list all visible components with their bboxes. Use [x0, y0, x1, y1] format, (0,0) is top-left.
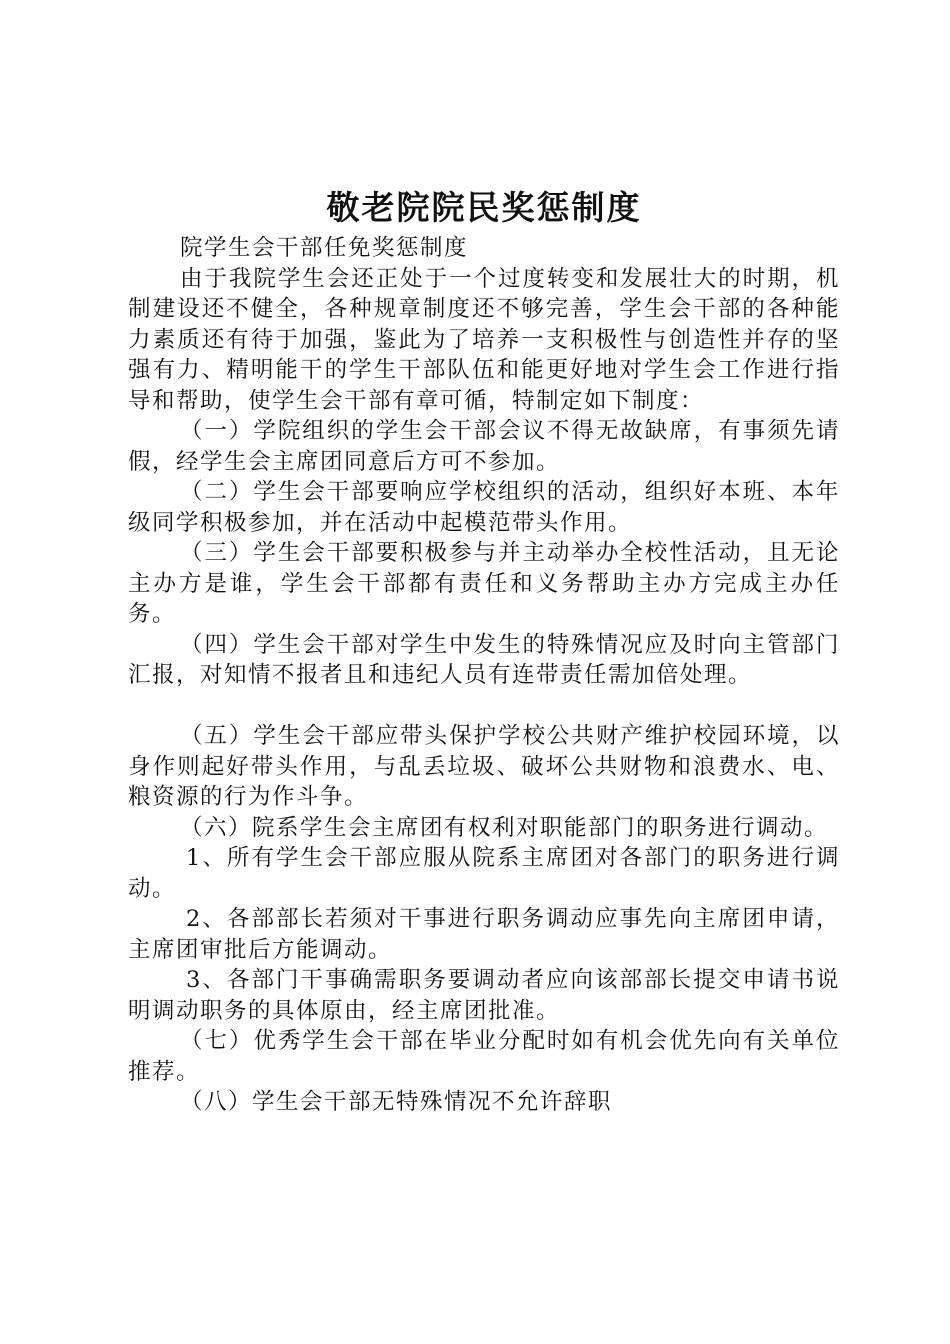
paragraph-intro: 由于我院学生会还正处于一个过度转变和发展壮大的时期，机制建设还不健全，各种规章制度还不够完善，学生会干部的各种能力素质还有待于加强，鉴此为了培养一支积极性与创造性并存的坚强有力、精明能干的学生干部队伍和能更好地对学生会工作进行指导和帮助，使学生会干部有章可循，特制定如下制度：	[128, 265, 840, 414]
paragraph-rule-7: （七）优秀学生会干部在毕业分配时如有机会优先向有关单位推荐。	[128, 1028, 840, 1085]
paragraph-spacer	[128, 691, 840, 722]
paragraph-rule-6-item-3: 3、各部门干事确需职务要调动者应向该部部长提交申请书说明调动职务的具体原由，经主席团批准。	[128, 967, 840, 1024]
paragraph-rule-8: （八）学生会干部无特殊情况不允许辞职	[180, 1089, 613, 1115]
document-body	[128, 233, 840, 1118]
paragraph-rule-6-item-1: 1、所有学生会干部应服从院系主席团对各部门的职务进行调动。	[128, 845, 840, 902]
paragraph-rule-2: （二）学生会干部要响应学校组织的活动，组织好本班、本年级同学积极参加，并在活动中起模范带头作用。	[128, 479, 840, 536]
document-subtitle: 院学生会干部任免奖惩制度	[180, 235, 469, 261]
paragraph-rule-1: （一）学院组织的学生会干部会议不得无故缺席，有事须先请假，经学生会主席团同意后方可不参加。	[128, 418, 840, 475]
paragraph-rule-4: （四）学生会干部对学生中发生的特殊情况应及时向主管部门汇报，对知情不报者且和违纪人员有连带责任需加倍处理。	[128, 631, 840, 688]
paragraph-rule-3: （三）学生会干部要积极参与并主动举办全校性活动，且无论主办方是谁，学生会干部都有责任和义务帮助主办方完成主办任务。	[128, 540, 840, 627]
paragraph-rule-6: （六）院系学生会主席团有权利对职能部门的职务进行调动。	[180, 814, 829, 841]
paragraph-rule-5: （五）学生会干部应带头保护学校公共财产维护校园环境，以身作则起好带头作用，与乱丢垃圾、破坏公共财物和浪费水、电、粮资源的行为作斗争。	[128, 723, 840, 810]
document-title: 敬老院院民奖惩制度	[326, 188, 642, 227]
paragraph-rule-6-item-2: 2、各部部长若须对干事进行职务调动应事先向主席团申请，主席团审批后方能调动。	[128, 906, 840, 963]
